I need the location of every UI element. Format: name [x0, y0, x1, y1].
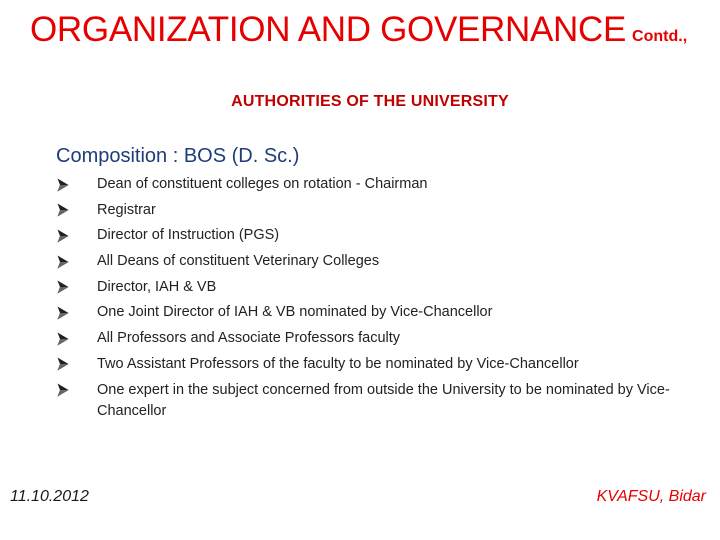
list-item: [57, 354, 697, 375]
list-item-text: Director, IAH & VB: [97, 278, 217, 295]
arrowhead-bullet-icon: [57, 200, 97, 221]
arrowhead-bullet-icon: [57, 380, 97, 401]
list-item-text: All Deans of constituent Veterinary Colleges: [97, 253, 380, 270]
list-item: [57, 328, 697, 349]
list-item-text: All Professors and Associate Professors faculty: [97, 330, 401, 347]
arrowhead-bullet-icon: [57, 225, 97, 246]
slide-title-suffix: Contd.,: [632, 28, 688, 45]
list-item: [57, 174, 697, 195]
arrowhead-bullet-icon: [57, 302, 97, 323]
slide-subtitle: AUTHORITIES OF THE UNIVERSITY: [231, 93, 509, 110]
arrowhead-bullet-icon: [57, 251, 97, 272]
arrowhead-bullet-icon: [57, 328, 97, 349]
list-item: [57, 251, 697, 272]
list-item: [57, 380, 697, 422]
list-item-text: One Joint Director of IAH & VB nominated by Vice-Chancellor: [97, 304, 493, 321]
section-heading: Composition : BOS (D. Sc.): [56, 145, 300, 167]
list-item-text: Dean of constituent colleges on rotation - Chairman: [97, 176, 428, 192]
composition-list: [57, 174, 697, 426]
list-item: [57, 200, 697, 221]
arrowhead-bullet-icon: [57, 277, 97, 298]
footer-date: 11.10.2012: [10, 488, 89, 505]
list-item-text: Director of Instruction (PGS): [97, 227, 280, 244]
footer-organization: KVAFSU, Bidar: [596, 488, 706, 505]
slide-title-main: ORGANIZATION AND GOVERNANCE: [30, 10, 627, 49]
list-item-text: Registrar: [97, 201, 156, 218]
list-item-text: Two Assistant Professors of the faculty to be nominated by Vice-Chancellor: [97, 355, 579, 372]
arrowhead-bullet-icon: [57, 174, 97, 195]
arrowhead-bullet-icon: [57, 354, 97, 375]
list-item-text: One expert in the subject concerned from outside the University to be nominated by Vice-Chancellor: [97, 381, 670, 419]
slide-title: [30, 10, 710, 57]
list-item: [57, 277, 697, 298]
list-item: [57, 302, 697, 323]
list-item: [57, 225, 697, 246]
